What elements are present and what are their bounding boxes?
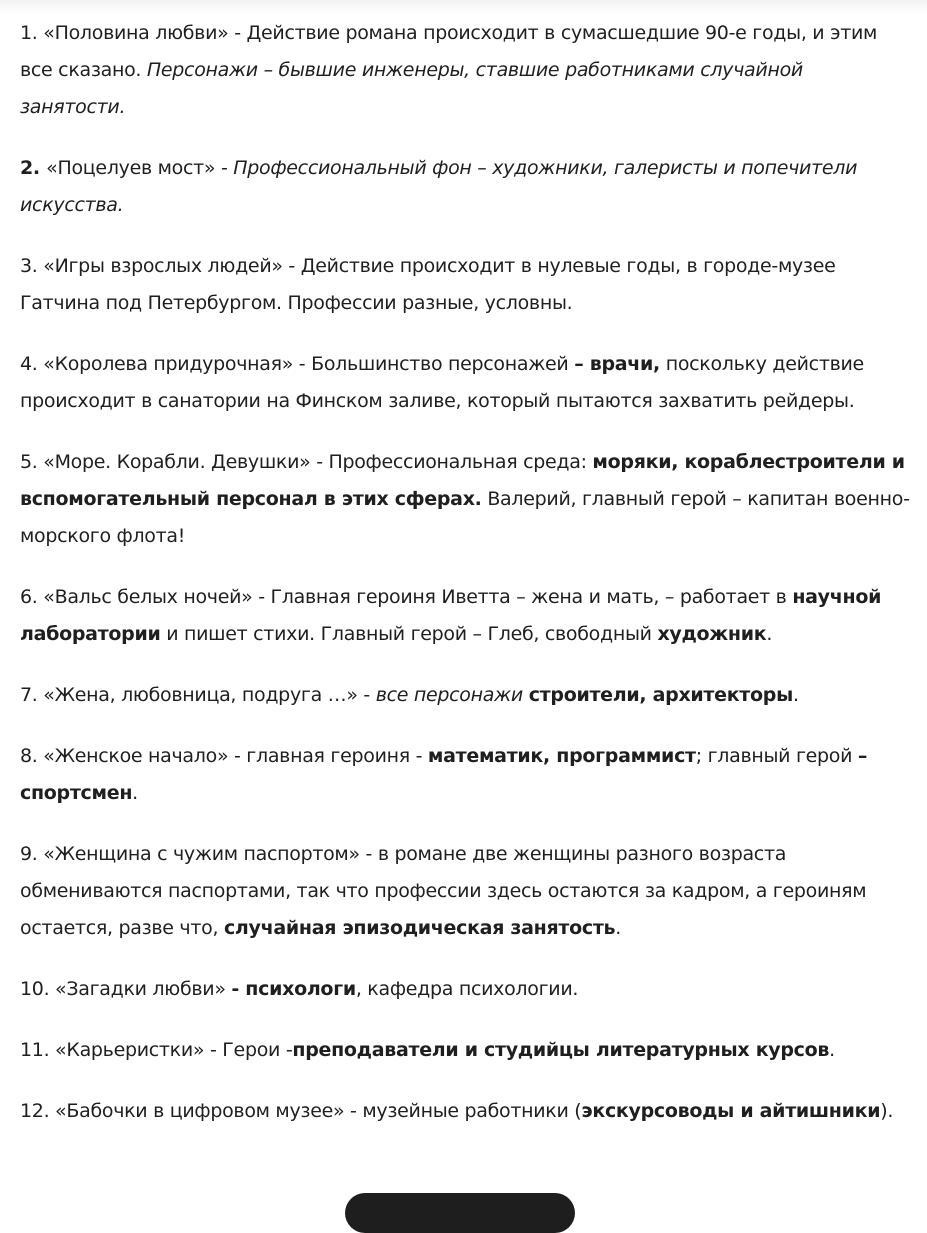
bold-text: строители, архитекторы <box>528 684 793 706</box>
list-item <box>20 579 910 653</box>
text-segment: 9. «Женщина с чужим паспортом» - в романе две женщины разного возраста обмениваются паспортами, так что профессии здесь остаются за кадром, а героиням остается, разве что, <box>20 843 867 939</box>
list-item <box>20 346 910 420</box>
text-segment: . <box>766 623 773 645</box>
bold-text: – врачи, <box>574 353 660 375</box>
list-item <box>20 15 910 126</box>
text-segment: 3. «Игры взрослых людей» - Действие происходит в нулевые годы, в городе-музее Гатчина под Петербургом. Профессии разные, условны. <box>20 255 836 314</box>
text-segment: 4. «Королева придурочная» - Большинство персонажей <box>20 353 575 375</box>
list-item <box>20 836 910 947</box>
floating-action-bar[interactable] <box>345 1193 575 1233</box>
list-item <box>20 971 910 1008</box>
text-segment: 12. «Бабочки в цифровом музее» - музейные работники ( <box>20 1100 582 1122</box>
italic-text: Профессиональный фон – художники, галеристы и попечители искусства. <box>20 157 858 216</box>
bold-text: - психологи <box>231 978 356 1000</box>
text-segment: ; главный герой <box>695 745 858 767</box>
text-segment: поскольку действие происходит в санатории на Финском заливе, который пытаются захватить рейдеры. <box>20 353 864 412</box>
bold-text: моряки, кораблестроители и вспомогательный персонал в этих сферах. <box>20 451 905 510</box>
text-segment: «Поцелуев мост» - <box>46 157 234 179</box>
bold-text: художник <box>657 623 767 645</box>
bold-text: преподаватели и студийцы литературных курсов <box>292 1039 830 1061</box>
text-segment: 6. «Вальс белых ночей» - Главная героиня Иветта – жена и мать, – работает в <box>20 586 793 608</box>
text-segment: ). <box>880 1100 894 1122</box>
article-body <box>20 15 910 1154</box>
text-segment: и пишет стихи. Главный герой – Глеб, свободный <box>160 623 658 645</box>
list-item <box>20 1032 910 1069</box>
italic-text: все персонажи <box>375 684 529 706</box>
italic-text: Персонажи – бывшие инженеры, ставшие работниками случайной занятости. <box>20 59 803 118</box>
list-item <box>20 677 910 714</box>
list-item <box>20 150 910 224</box>
text-segment: , кафедра психологии. <box>355 978 579 1000</box>
list-item <box>20 1093 910 1130</box>
bold-text: 2. <box>20 157 47 179</box>
bold-text: научной лаборатории <box>20 586 882 645</box>
text-segment: Валерий, главный герой – капитан военно-морского флота! <box>20 488 910 547</box>
bold-text: математик, программист <box>427 745 696 767</box>
list-item <box>20 248 910 322</box>
text-segment: . <box>829 1039 835 1061</box>
text-segment: 1. «Половина любви» - Действие романа происходит в сумасшедшие 90-е годы, и этим все сказано. <box>20 22 878 81</box>
text-segment: 11. «Карьеристки» - Герои - <box>20 1039 293 1061</box>
bold-text: экскурсоводы и айтишники <box>581 1100 881 1122</box>
list-item <box>20 444 910 555</box>
bold-text: – спортсмен <box>20 745 868 804</box>
bold-text: случайная эпизодическая занятость <box>223 917 616 939</box>
text-segment: . <box>132 782 138 804</box>
text-segment: 5. «Море. Корабли. Девушки» - Профессиональная среда: <box>20 451 593 473</box>
text-segment: 7. «Жена, любовница, подруга …» - <box>20 684 376 706</box>
text-segment: 8. «Женское начало» - главная героиня - <box>20 745 428 767</box>
text-segment: . <box>792 684 799 706</box>
text-segment: . <box>615 917 622 939</box>
list-item <box>20 738 910 812</box>
top-shadow <box>0 0 927 14</box>
text-segment: 10. «Загадки любви» <box>20 978 232 1000</box>
